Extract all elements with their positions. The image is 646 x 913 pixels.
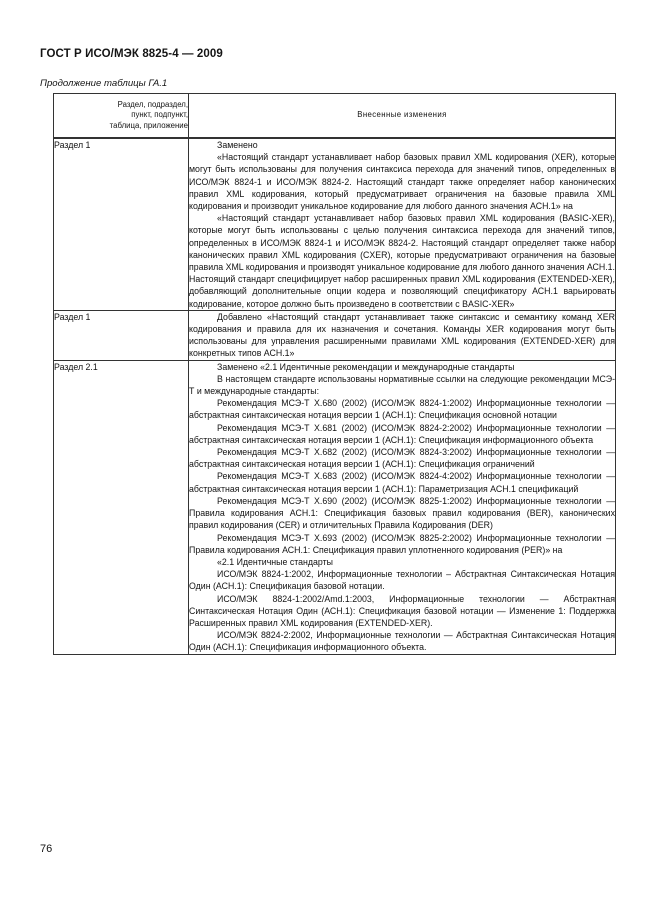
changes-cell — [189, 310, 616, 360]
paragraph: ИСО/МЭК 8824-1:2002/Amd.1:2003, Информационные технологии — Абстрактная Синтаксическая Нотация Один (АСН.1): Спецификация базовой нотации — Изменение 1: Поддержка Расширенных правил XML кодирования (EXTENDED-XER). — [189, 593, 615, 628]
paragraph: ИСО/МЭК 8824-1:2002, Информационные технологии – Абстрактная Синтаксическая Нотация Один (АСН.1): Спецификация базовой нотации. — [189, 569, 615, 592]
table-row — [54, 360, 616, 654]
paragraph: Рекомендация МСЭ-Т X.693 (2002) (ИСО/МЭК 8825-2:2002) Информационные технологии — Правила кодирования АСН.1: Спецификация правил уплотненного кодирования (PER)» на — [189, 532, 615, 555]
paragraph: Рекомендация МСЭ-Т X.683 (2002) (ИСО/МЭК 8824-4:2002) Информационные технологии — абстрактная синтаксическая нотация версии 1 (АСН.1): Параметризация АСН.1 спецификаций — [189, 471, 615, 494]
table-row — [54, 310, 616, 360]
page-number: 76 — [40, 843, 53, 855]
column-header-section — [54, 94, 189, 139]
paragraph: ИСО/МЭК 8824-2:2002, Информационные технологии — Абстрактная Синтаксическая Нотация Один (АСН.1): Спецификация информационного объекта. — [189, 630, 615, 653]
paragraph: «Настоящий стандарт устанавливает набор базовых правил XML кодирования (XER), которые могут быть использованы для получения синтаксиса перехода для значений типов, определенных в ИСО/МЭК 8824-1 и ИСО/МЭК 8824-2. Настоящий стандарт также определяет набор канонических правил XML кодирования, который предусматривает ограничения на базовые правила XML кодирования и производит уникальное кодирование для любого данного значения АСН.1» на — [189, 152, 615, 212]
section-cell: Раздел 2.1 — [54, 360, 189, 654]
paragraph: Заменено — [217, 140, 258, 150]
page-header: ГОСТ Р ИСО/МЭК 8825-4 — 2009 — [40, 48, 223, 60]
paragraph: «2.1 Идентичные стандарты — [217, 556, 333, 567]
table-header-row — [54, 94, 616, 139]
paragraph: Добавлено «Настоящий стандарт устанавливает также синтаксис и семантику команд XER кодирования и правила для их назначения и сочетания. Команды XER кодирования могут быть использованы для управления расширенными правилами XML кодирования (EXTENDED-XER) для конкретных типов АСН.1» — [189, 311, 615, 359]
paragraph: Заменено «2.1 Идентичные рекомендации и международные стандарты — [217, 361, 515, 372]
paragraph: Рекомендация МСЭ-Т X.681 (2002) (ИСО/МЭК 8824-2:2002) Информационные технологии — абстрактная синтаксическая нотация версии 1 (АСН.1): Спецификация информационного объекта — [189, 422, 615, 445]
column-header-section-line: Раздел, подраздел, — [117, 100, 188, 110]
paragraph: Рекомендация МСЭ-Т X.682 (2002) (ИСО/МЭК 8824-3:2002) Информационные технологии — абстрактная синтаксическая нотация версии 1 (АСН.1): Спецификация ограничений — [189, 447, 615, 470]
changes-cell — [189, 138, 616, 310]
paragraph: «Настоящий стандарт устанавливает набор базовых правил XML кодирования (BASIC-XER), которые могут быть использованы с целью получения синтаксиса перехода для значений типов, определенных в ИСО/МЭК 8824-1 и ИСО/МЭК 8824-2. Настоящий стандарт определяет также набор канонических правил XML кодирования (CXER), которые предусматривают ограничения на базовые правила XML кодирования и производят уникальное кодирование для любого данного значения АСН.1. Настоящий стандарт специфицирует набор расширенных правил XML кодирования (EXTENDED-XER), добавляющий дополнительные опции кодера и позволяющий спецификатору АСН.1 варьировать кодирование, которое должно быть произведено в соответствии с BASIC-XER» — [189, 213, 615, 309]
changes-cell — [189, 360, 616, 654]
section-cell: Раздел 1 — [54, 138, 189, 310]
table-row — [54, 138, 616, 310]
column-header-section-line: таблица, приложение — [109, 120, 188, 130]
column-header-section-line: пункт, подпункт, — [131, 110, 188, 120]
paragraph: Рекомендация МСЭ-Т X.690 (2002) (ИСО/МЭК 8825-1:2002) Информационные технологии — Правила кодирования АСН.1: Спецификация базовых правил кодирования (BER), канонических правил кодирования (CER) и отличительных Правила Кодирования (DER) — [189, 495, 615, 531]
table-caption: Продолжение таблицы ГА.1 — [40, 78, 168, 89]
column-header-changes: Внесенные изменения — [189, 94, 616, 139]
section-cell: Раздел 1 — [54, 310, 189, 360]
paragraph: Рекомендация МСЭ-Т X.680 (2002) (ИСО/МЭК 8824-1:2002) Информационные технологии — абстрактная синтаксическая нотация версии 1 (АСН.1): Спецификация основной нотации — [189, 398, 615, 421]
paragraph: В настоящем стандарте использованы нормативные ссылки на следующие рекомендации МСЭ-Т и международные стандарты: — [189, 373, 615, 397]
changes-table — [53, 93, 616, 655]
